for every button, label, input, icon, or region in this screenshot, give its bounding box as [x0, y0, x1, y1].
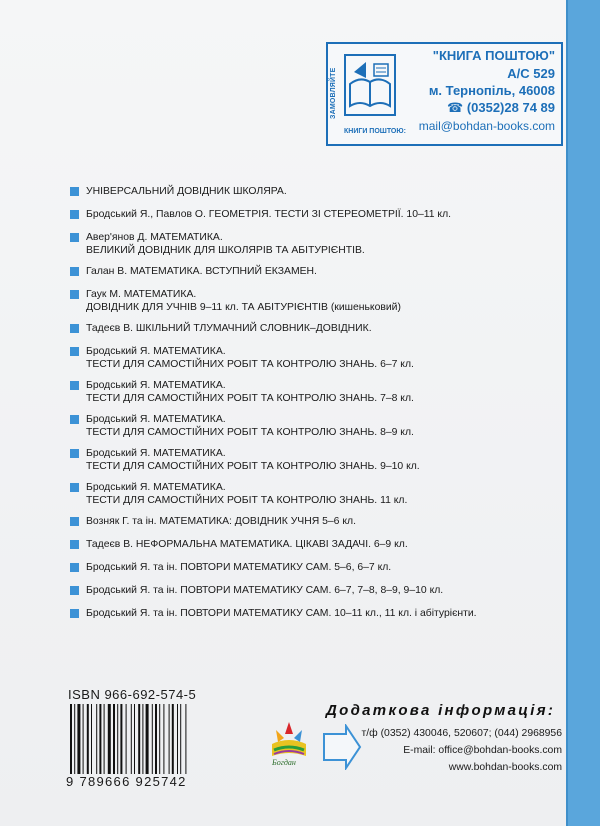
book-title-line: Бродський Я. МАТЕМАТИКА. — [86, 346, 226, 357]
book-title-line: Бродський Я. МАТЕМАТИКА. — [86, 414, 226, 425]
barcode-bar — [70, 704, 72, 774]
square-bullet-icon — [70, 347, 79, 356]
square-bullet-icon — [70, 586, 79, 595]
book-list-item — [70, 231, 550, 257]
square-bullet-icon — [70, 563, 79, 572]
barcode-bar — [104, 704, 105, 774]
barcode-bar — [77, 704, 80, 774]
square-bullet-icon — [70, 233, 79, 242]
barcode-bar — [159, 704, 160, 774]
barcode-bar — [99, 704, 101, 774]
book-title-line: Авер'янов Д. МАТЕМАТИКА. — [86, 232, 223, 243]
square-bullet-icon — [70, 324, 79, 333]
book-title-line: Галан В. МАТЕМАТИКА. ВСТУПНИЙ ЕКЗАМЕН. — [86, 266, 317, 277]
book-list-item — [70, 447, 550, 473]
additional-info-title: Додаткова інформація: — [326, 702, 556, 719]
barcode-bar — [152, 704, 153, 774]
stamp-email: mail@bohdan-books.com — [418, 119, 555, 133]
book-title-line: Бродський Я. та ін. ПОВТОРИ МАТЕМАТИКУ САМ. 6–7, 7–8, 8–9, 9–10 кл. — [86, 585, 444, 596]
contact-phone: т/ф (0352) 430046, 520607; (044) 2968956 — [361, 728, 562, 739]
square-bullet-icon — [70, 267, 79, 276]
book-title-line: Бродський Я. МАТЕМАТИКА. — [86, 482, 226, 493]
square-bullet-icon — [70, 381, 79, 390]
book-subtitle-line: ТЕСТИ ДЛЯ САМОСТІЙНИХ РОБІТ ТА КОНТРОЛЮ ЗНАНЬ. 6–7 кл. — [86, 359, 414, 370]
barcode-bar — [117, 704, 118, 774]
book-list-item — [70, 265, 550, 278]
barcode-bar — [155, 704, 157, 774]
square-bullet-icon — [70, 290, 79, 299]
book-title-line: Бродський Я. МАТЕМАТИКА. — [86, 448, 226, 459]
book-list-item — [70, 481, 550, 507]
book-subtitle-line: ТЕСТИ ДЛЯ САМОСТІЙНИХ РОБІТ ТА КОНТРОЛЮ ЗНАНЬ. 7–8 кл. — [86, 393, 414, 404]
mail-order-stamp — [326, 42, 563, 146]
right-color-band — [566, 0, 600, 826]
book-list-item — [70, 322, 550, 335]
book-list-item — [70, 607, 550, 620]
contact-website: www.bohdan-books.com — [448, 762, 562, 773]
stamp-po-box: А/С 529 — [507, 66, 555, 81]
book-list-item — [70, 345, 550, 371]
barcode-bar — [146, 704, 149, 774]
band-edge — [566, 0, 568, 826]
barcode-bar — [131, 704, 132, 774]
book-subtitle-line: ДОВІДНИК ДЛЯ УЧНІВ 9–11 кл. ТА АБІТУРІЄНТІВ (кишеньковий) — [86, 302, 401, 313]
book-list-item — [70, 515, 550, 528]
barcode-bar — [169, 704, 170, 774]
barcode-bar — [113, 704, 115, 774]
stamp-phone: (0352)28 74 89 — [466, 100, 555, 115]
book-subtitle-line: ТЕСТИ ДЛЯ САМОСТІЙНИХ РОБІТ ТА КОНТРОЛЮ ЗНАНЬ. 9–10 кл. — [86, 461, 420, 472]
barcode-bar — [138, 704, 140, 774]
barcode-digits: 9 789666 925742 — [66, 774, 187, 789]
book-title-line: Тадеєв В. ШКІЛЬНИЙ ТЛУМАЧНИЙ СЛОВНИК–ДОВІДНИК. — [86, 323, 372, 334]
book-subtitle-line: ТЕСТИ ДЛЯ САМОСТІЙНИХ РОБІТ ТА КОНТРОЛЮ ЗНАНЬ. 11 кл. — [86, 495, 408, 506]
book-title-line: Возняк Г. та ін. МАТЕМАТИКА: ДОВІДНИК УЧНЯ 5–6 кл. — [86, 516, 356, 527]
square-bullet-icon — [70, 415, 79, 424]
book-title-line: Бродський Я. та ін. ПОВТОРИ МАТЕМАТИКУ САМ. 5–6, 6–7 кл. — [86, 562, 392, 573]
isbn-number: ISBN 966-692-574-5 — [68, 687, 197, 702]
book-title-line: Бродський Я. та ін. ПОВТОРИ МАТЕМАТИКУ САМ. 10–11 кл., 11 кл. і абітурієнти. — [86, 608, 477, 619]
barcode-bar — [142, 704, 143, 774]
book-list-item — [70, 185, 550, 198]
stamp-vertical-text: ЗАМОВЛЯЙТЕ — [330, 67, 337, 119]
arrow-right-icon — [322, 724, 362, 770]
barcode-bar — [126, 704, 127, 774]
book-list-item — [70, 561, 550, 574]
book-list-item — [70, 584, 550, 597]
book-title-line: Гаук М. МАТЕМАТИКА. — [86, 289, 197, 300]
telephone-icon: ☎ — [447, 100, 467, 115]
stamp-title: "КНИГА ПОШТОЮ" — [432, 48, 555, 63]
square-bullet-icon — [70, 483, 79, 492]
stamp-phone-line — [447, 100, 555, 116]
book-list-item — [70, 538, 550, 551]
square-bullet-icon — [70, 609, 79, 618]
barcode-bar — [177, 704, 178, 774]
square-bullet-icon — [70, 449, 79, 458]
contact-email: E-mail: office@bohdan-books.com — [403, 745, 562, 756]
barcode-bar — [180, 704, 181, 774]
stamp-caption: КНИГИ ПОШТОЮ: — [344, 128, 406, 135]
barcode-bar — [185, 704, 186, 774]
barcode-bar — [134, 704, 135, 774]
book-title-line: Бродський Я., Павлов О. ГЕОМЕТРІЯ. ТЕСТИ ЗІ СТЕРЕОМЕТРІЇ. 10–11 кл. — [86, 209, 452, 220]
book-list-item — [70, 288, 550, 314]
barcode-bar — [108, 704, 111, 774]
stamp-city: м. Тернопіль, 46008 — [428, 83, 555, 98]
book-subtitle-line: ВЕЛИКИЙ ДОВІДНИК ДЛЯ ШКОЛЯРІВ ТА АБІТУРІЄНТІВ. — [86, 245, 365, 256]
barcode-bar — [83, 704, 84, 774]
barcode-bar — [120, 704, 122, 774]
book-title-line: Бродський Я. МАТЕМАТИКА. — [86, 380, 226, 391]
barcode-bar — [74, 704, 75, 774]
square-bullet-icon — [70, 517, 79, 526]
barcode-bar — [87, 704, 89, 774]
book-subtitle-line: ТЕСТИ ДЛЯ САМОСТІЙНИХ РОБІТ ТА КОНТРОЛЮ ЗНАНЬ. 8–9 кл. — [86, 427, 414, 438]
barcode-bar — [91, 704, 92, 774]
publisher-name: Богдан — [272, 758, 296, 767]
barcode — [68, 704, 223, 774]
book-list-item — [70, 379, 550, 405]
square-bullet-icon — [70, 187, 79, 196]
book-title-line: УНІВЕРСАЛЬНИЙ ДОВІДНИК ШКОЛЯРА. — [86, 186, 287, 197]
book-list-item — [70, 208, 550, 221]
book-title-line: Тадеєв В. НЕФОРМАЛЬНА МАТЕМАТИКА. ЦІКАВІ ЗАДАЧІ. 6–9 кл. — [86, 539, 408, 550]
barcode-bar — [172, 704, 174, 774]
square-bullet-icon — [70, 540, 79, 549]
barcode-bar — [96, 704, 97, 774]
book-list — [70, 185, 550, 630]
square-bullet-icon — [70, 210, 79, 219]
open-book-icon — [344, 54, 396, 116]
book-list-item — [70, 413, 550, 439]
barcode-bar — [163, 704, 164, 774]
